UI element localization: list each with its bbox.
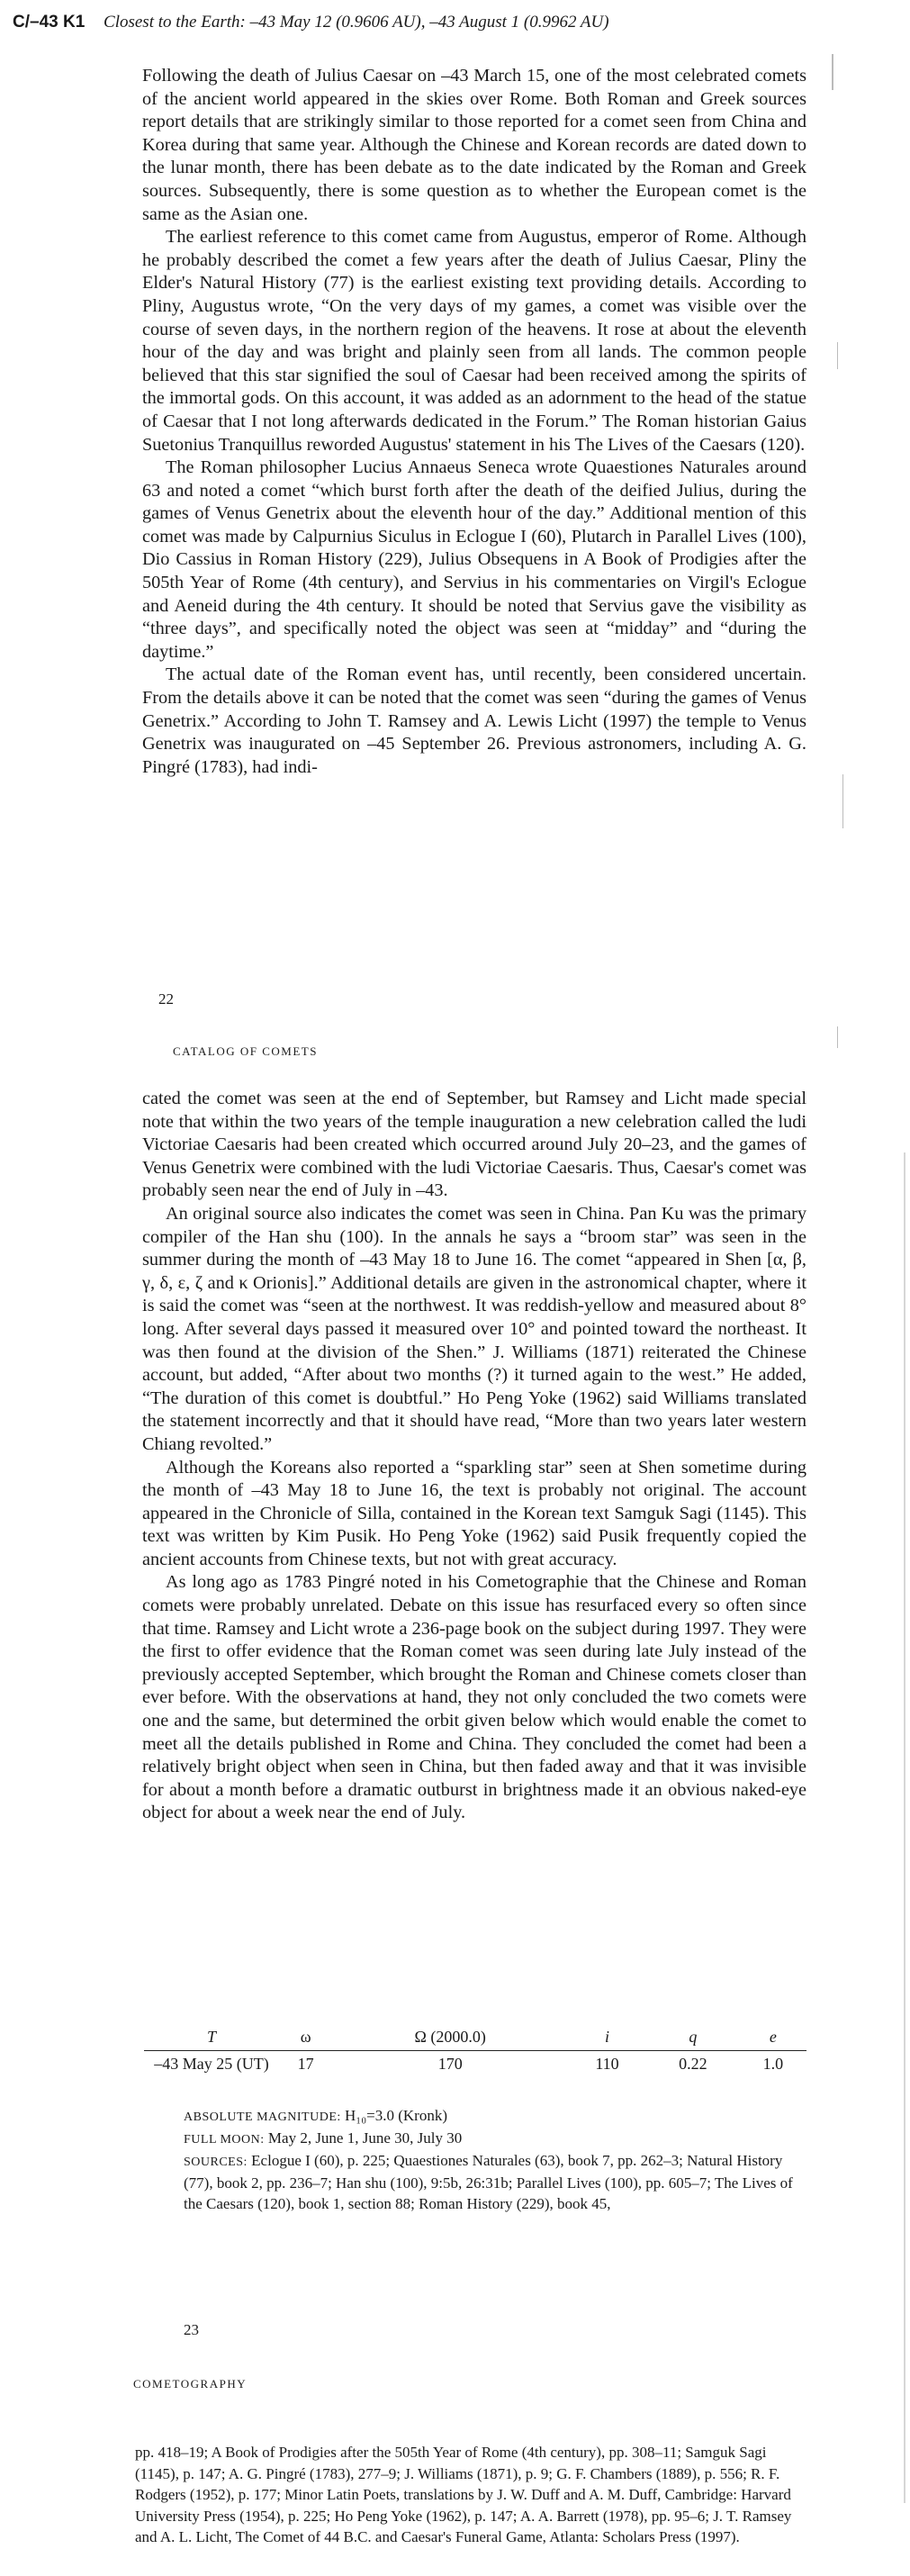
table-header: i — [568, 2026, 646, 2051]
table-cell: 17 — [297, 2055, 314, 2073]
table-header: ω — [279, 2026, 332, 2051]
table-cell: –43 May 25 (UT) — [154, 2055, 269, 2073]
page2-body — [142, 1088, 806, 1825]
paragraph: The actual date of the Roman event has, until recently, been considered uncertain. From the details above it can be noted that the comet was seen “during the games of Venus Genetrix.” According to John T. Ramsey and A. Lewis Licht (1997) the temple to Venus Genetrix was inaugurated on –45 September 26. Previous astronomers, including A. G. Pingré (1783), had indi- — [142, 664, 806, 777]
running-head: CATALOG OF COMETS — [173, 1044, 318, 1058]
sources-continuation: pp. 418–19; A Book of Prodigies after the 505th Year of Rome (4th century), pp. 308–11; Samguk Sagi (1145), p. 147; A. G. Pingré (1783), 277–9; J. Williams (1871), p. 9; G. F. Chambers (1889), p. 556; R. F. Rodgers (1952), p. 177; Minor Latin Poets, translations by J. W. Duff and A. M. Duff, Cambridge: Harvard University Press (1954), p. 225; Ho Peng Yoke (1962), p. 147; A. A. Barrett (1978), pp. 95–6; J. T. Ramsey and A. L. Licht, The Comet of 44 B.C. and Caesar's Funeral Game, Atlanta: Scholars Press (1997). — [135, 2444, 792, 2545]
comet-designation: C/–43 K1 — [13, 13, 86, 32]
scan-mark — [832, 54, 833, 90]
note-value: May 2, June 1, June 30, July 30 — [267, 2129, 463, 2147]
paragraph: The Roman philosopher Lucius Annaeus Seneca wrote Quaestiones Naturales around 63 and noted a comet “which burst forth after the death of the deified Julius, during the games of Venus Genetrix about the eleventh hour of the day.” Additional mention of this comet was made by Calpurnius Siculus in Eclogue I (60), Plutarch in Parallel Lives (100), Dio Cassius in Roman History (229), Julius Obsequens in A Book of Prodigies after the 505th Year of Rome (4th century), and Servius in his commentaries on Virgil's Eclogue and Aeneid during the 4th century. It should be noted that Servius gave the visibility as “three days”, and specifically noted the object was seen at “midday” and “during the daytime.” — [142, 457, 806, 662]
note-label: ABSOLUTE MAGNITUDE: — [184, 2111, 341, 2124]
table-row — [144, 2051, 806, 2078]
table-header: T — [144, 2026, 279, 2051]
comet-notes — [184, 2105, 806, 2214]
note-label: SOURCES: — [184, 2156, 248, 2169]
absolute-magnitude-line — [184, 2105, 806, 2128]
table-header: e — [740, 2026, 806, 2051]
note-label: FULL MOON: — [184, 2133, 265, 2147]
running-head: COMETOGRAPHY — [133, 2377, 248, 2391]
paragraph: Following the death of Julius Caesar on –43 March 15, one of the most celebrated comets of the ancient world appeared in the skies over Rome. Both Roman and Greek sources report details that are strikingly similar to those reported for a comet seen from China and Korea during that same year. Although the Chinese and Korean records are dated down to the lunar month, there has been debate as to the date indicated by the Roman and Greek sources. Subsequently, there is some question as to whether the European comet is the same as the Asian one. — [142, 66, 806, 224]
paragraph: Although the Koreans also reported a “sparkling star” seen at Shen sometime during the month of –43 May 18 to June 16, the text is probably not original. The account appeared in the Chronicle of Silla, contained in the Korean text Samguk Sagi (1145). This text was written by Kim Pusik. Ho Peng Yoke (1962) said Pusik frequently copied the ancient accounts from Chinese texts, but not with great accuracy. — [142, 1457, 806, 1569]
paragraph: The earliest reference to this comet came from Augustus, emperor of Rome. Although he probably described the comet a few years after the death of Julius Caesar, Pliny the Elder's Natural History (77) is the earliest existing text providing details. According to Pliny, Augustus wrote, “On the very days of my games, a comet was visible over the course of seven days, in the northern region of the heavens. It rose at about the eleventh hour of the day and was bright and plainly seen from all lands. The common people believed that this star signified the soul of Caesar had been received among the spirits of the immortal gods. On this account, it was added as an adornment to the head of the statue of Caesar that I not long afterwards dedicated in the Forum.” The Roman historian Gaius Suetonius Tranquillus reworded Augustus' statement in his The Lives of the Caesars (120). — [142, 227, 806, 455]
sources-line — [184, 2150, 806, 2214]
closest-approach-title: Closest to the Earth: –43 May 12 (0.9606 AU), –43 August 1 (0.9962 AU) — [104, 13, 609, 32]
table-cell: 110 — [595, 2055, 619, 2073]
page-number: 22 — [158, 990, 174, 1008]
paragraph: cated the comet was seen at the end of September, but Ramsey and Licht made special note that within the two years of the temple inauguration a new celebration called the ludi Victoriae Caesaris had been created which occurred around July 20–23, and the games of Venus Genetrix were combined with the ludi Victoriae Caesaris. Thus, Caesar's comet was probably seen near the end of July in –43. — [142, 1089, 806, 1201]
paragraph: An original source also indicates the comet was seen in China. Pan Ku was the primary compiler of the Han shu (100). In the annals he says a “broom star” was seen in the summer during the month of –43 May 18 to June 16. The comet “appeared in Shen [α, β, γ, δ, ε, ζ and κ Orionis].” Additional details are given in the astronomical chapter, where it is said the comet was “seen at the northwest. It was reddish-yellow and measured about 8° long. After several days passed it measured over 10° and pointed toward the northeast. It was then found at the division of the Shen.” J. Williams (1871) reiterated the Chinese account, but added, “After about two months (?) it turned again to the west.” He added, “The duration of this comet is doubtful.” Ho Peng Yoke (1962) said Williams translated the statement incorrectly and that it should have read, “More than two years later western Chiang revolted.” — [142, 1203, 806, 1454]
scan-mark — [837, 342, 838, 369]
page-number: 23 — [184, 2321, 199, 2338]
table-header: q — [646, 2026, 740, 2051]
orbital-elements-table — [144, 2026, 806, 2077]
table-header-row — [144, 2026, 806, 2051]
note-value: Eclogue I (60), p. 225; Quaestiones Naturales (63), book 7, pp. 262–3; Natural History (77), book 2, pp. 236–7; Han shu (100), 9:5b, 26:31b; Parallel Lives (100), pp. 605–7; The Lives of the Caesars (120), book 1, section 88; Roman History (229), book 45, — [184, 2152, 793, 2212]
note-value: H₁₀=3.0 (Kronk) — [345, 2107, 447, 2124]
table-cell: 0.22 — [679, 2055, 707, 2073]
page-header — [13, 13, 805, 32]
scan-edge — [904, 1152, 905, 2503]
table-header: Ω (2000.0) — [332, 2026, 568, 2051]
scan-mark — [837, 1026, 838, 1048]
table-cell: 170 — [437, 2055, 463, 2073]
scan-mark — [842, 774, 843, 828]
paragraph: As long ago as 1783 Pingré noted in his Cometographie that the Chinese and Roman comets were probably unrelated. Debate on this issue has resurfaced every so often since that time. Ramsey and Licht wrote a 236-page book on the subject during 1997. They were the first to offer evidence that the Roman comet was seen during late July instead of the previously accepted September, which brought the Roman and Chinese comets closer than ever before. With the observations at hand, they not only concluded the two comets were one and the same, but determined the orbit given below which would enable the comet to meet all the details published in Rome and China. They concluded the comet had been a relatively bright object when seen in China, but then faded away and that it was invisible for about a month before a dramatic outburst in brightness made it an obvious naked-eye object for about a week near the end of July. — [142, 1572, 807, 1823]
full-moon-line — [184, 2128, 806, 2150]
page1-body — [142, 65, 806, 779]
table-cell: 1.0 — [762, 2055, 784, 2073]
